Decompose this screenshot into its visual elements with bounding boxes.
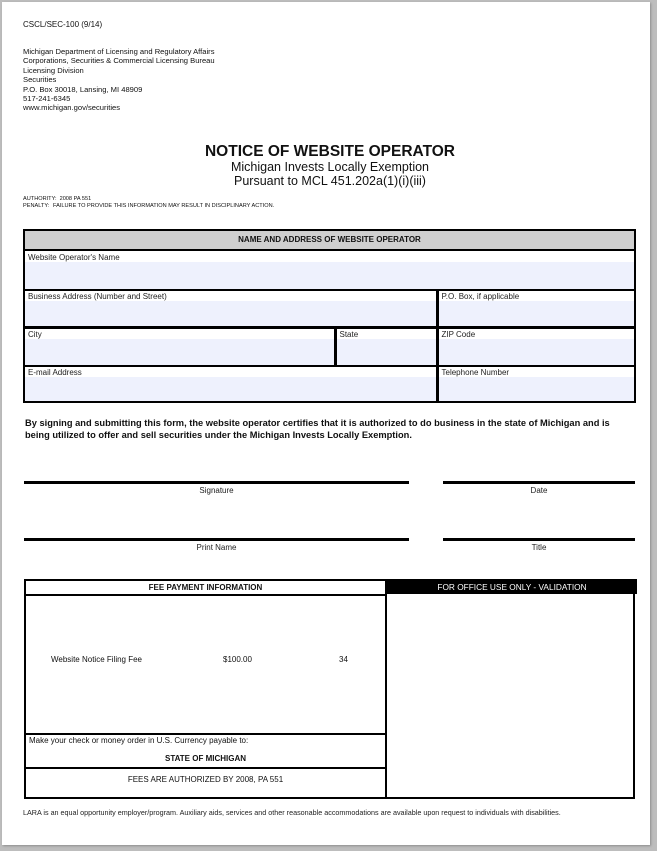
- page-subtitle: Michigan Invests Locally Exemption: [230, 160, 429, 174]
- print-name-line[interactable]: [24, 538, 409, 541]
- agency-address-block: [23, 47, 215, 113]
- po-box-cell: [439, 291, 635, 326]
- zip-label: ZIP Code: [441, 329, 476, 339]
- business-address-cell: [25, 291, 436, 326]
- payable-instructions: Make your check or money order in U.S. Currency payable to:: [29, 736, 249, 745]
- fee-item-label: Website Notice Filing Fee: [51, 655, 142, 664]
- zip-input[interactable]: [439, 339, 635, 365]
- fee-item-amount: $100.00: [223, 655, 252, 664]
- date-line[interactable]: [443, 481, 635, 484]
- telephone-input[interactable]: [439, 377, 635, 401]
- po-box-label: P.O. Box, if applicable: [441, 292, 520, 301]
- title-line[interactable]: [443, 538, 635, 541]
- name-address-header: NAME AND ADDRESS OF WEBSITE OPERATOR: [25, 231, 634, 251]
- fees-authorized-text: FEES ARE AUTHORIZED BY 2008, PA 551: [127, 775, 284, 784]
- zip-cell: [439, 329, 635, 365]
- telephone-label: Telephone Number: [441, 368, 510, 377]
- po-box-input[interactable]: [439, 301, 635, 326]
- state-input[interactable]: [337, 339, 437, 365]
- authority-penalty-block: [23, 196, 274, 210]
- state-cell: [337, 329, 437, 365]
- print-name-label: Print Name: [196, 543, 237, 552]
- certification-statement: By signing and submitting this form, the website operator certifies that it is authorized to do business in the state of Michigan and is being utilized to offer and sell securities under the Michigan Invests Locally Exemption.: [25, 418, 610, 440]
- agency-line: P.O. Box 30018, Lansing, MI 48909: [23, 84, 143, 94]
- divider: [26, 733, 385, 735]
- telephone-cell: [439, 367, 635, 401]
- operator-name-input[interactable]: [25, 262, 634, 289]
- email-cell: [25, 367, 436, 401]
- agency-line: Licensing Division: [23, 65, 84, 75]
- agency-line: Michigan Department of Licensing and Regulatory Affairs: [23, 47, 215, 56]
- payee-name: STATE OF MICHIGAN: [164, 754, 247, 763]
- agency-website: www.michigan.gov/securities: [23, 103, 121, 113]
- agency-line: Securities: [23, 75, 57, 85]
- agency-line: 517-241-6345: [23, 94, 71, 104]
- city-input[interactable]: [25, 339, 334, 365]
- fee-item-code: 34: [339, 655, 348, 664]
- authority-value: 2008 PA 551: [59, 196, 92, 202]
- signature-label: Signature: [199, 486, 234, 495]
- signature-line[interactable]: [24, 481, 409, 484]
- office-validation-area: [388, 595, 633, 795]
- office-use-header: FOR OFFICE USE ONLY - VALIDATION: [387, 579, 637, 594]
- fee-payment-header: FEE PAYMENT INFORMATION: [26, 581, 385, 596]
- page-title: NOTICE OF WEBSITE OPERATOR: [204, 143, 456, 160]
- penalty-value: FAILURE TO PROVIDE THIS INFORMATION MAY RESULT IN DISCIPLINARY ACTION.: [53, 203, 275, 209]
- agency-line: Corporations, Securities & Commercial Licensing Bureau: [23, 56, 215, 66]
- divider: [26, 767, 385, 769]
- fee-payment-table: [24, 579, 635, 799]
- city-label: City: [28, 329, 42, 339]
- business-address-label: Business Address (Number and Street): [28, 292, 167, 301]
- footer-disclaimer: LARA is an equal opportunity employer/program. Auxiliary aids, services and other reasonable accommodations are available upon request to individuals with disabilities.: [23, 808, 561, 817]
- title-label: Title: [531, 543, 547, 552]
- page-subtitle-statute: Pursuant to MCL 451.202a(1)(i)(iii): [234, 174, 426, 188]
- penalty-label: PENALTY:: [23, 203, 50, 209]
- business-address-input[interactable]: [25, 301, 436, 326]
- email-label: E-mail Address: [28, 368, 82, 377]
- name-address-table: [23, 229, 636, 403]
- email-input[interactable]: [25, 377, 436, 401]
- date-label: Date: [530, 486, 548, 495]
- operator-name-cell: [25, 252, 634, 289]
- form-code: CSCL/SEC-100 (9/14): [23, 20, 103, 29]
- divider: [385, 581, 387, 797]
- document-page: [2, 2, 650, 845]
- operator-name-label: Website Operator's Name: [28, 252, 120, 262]
- title-block: [2, 143, 657, 188]
- city-cell: [25, 329, 334, 365]
- state-label: State: [339, 329, 359, 339]
- authority-label: AUTHORITY:: [23, 196, 57, 202]
